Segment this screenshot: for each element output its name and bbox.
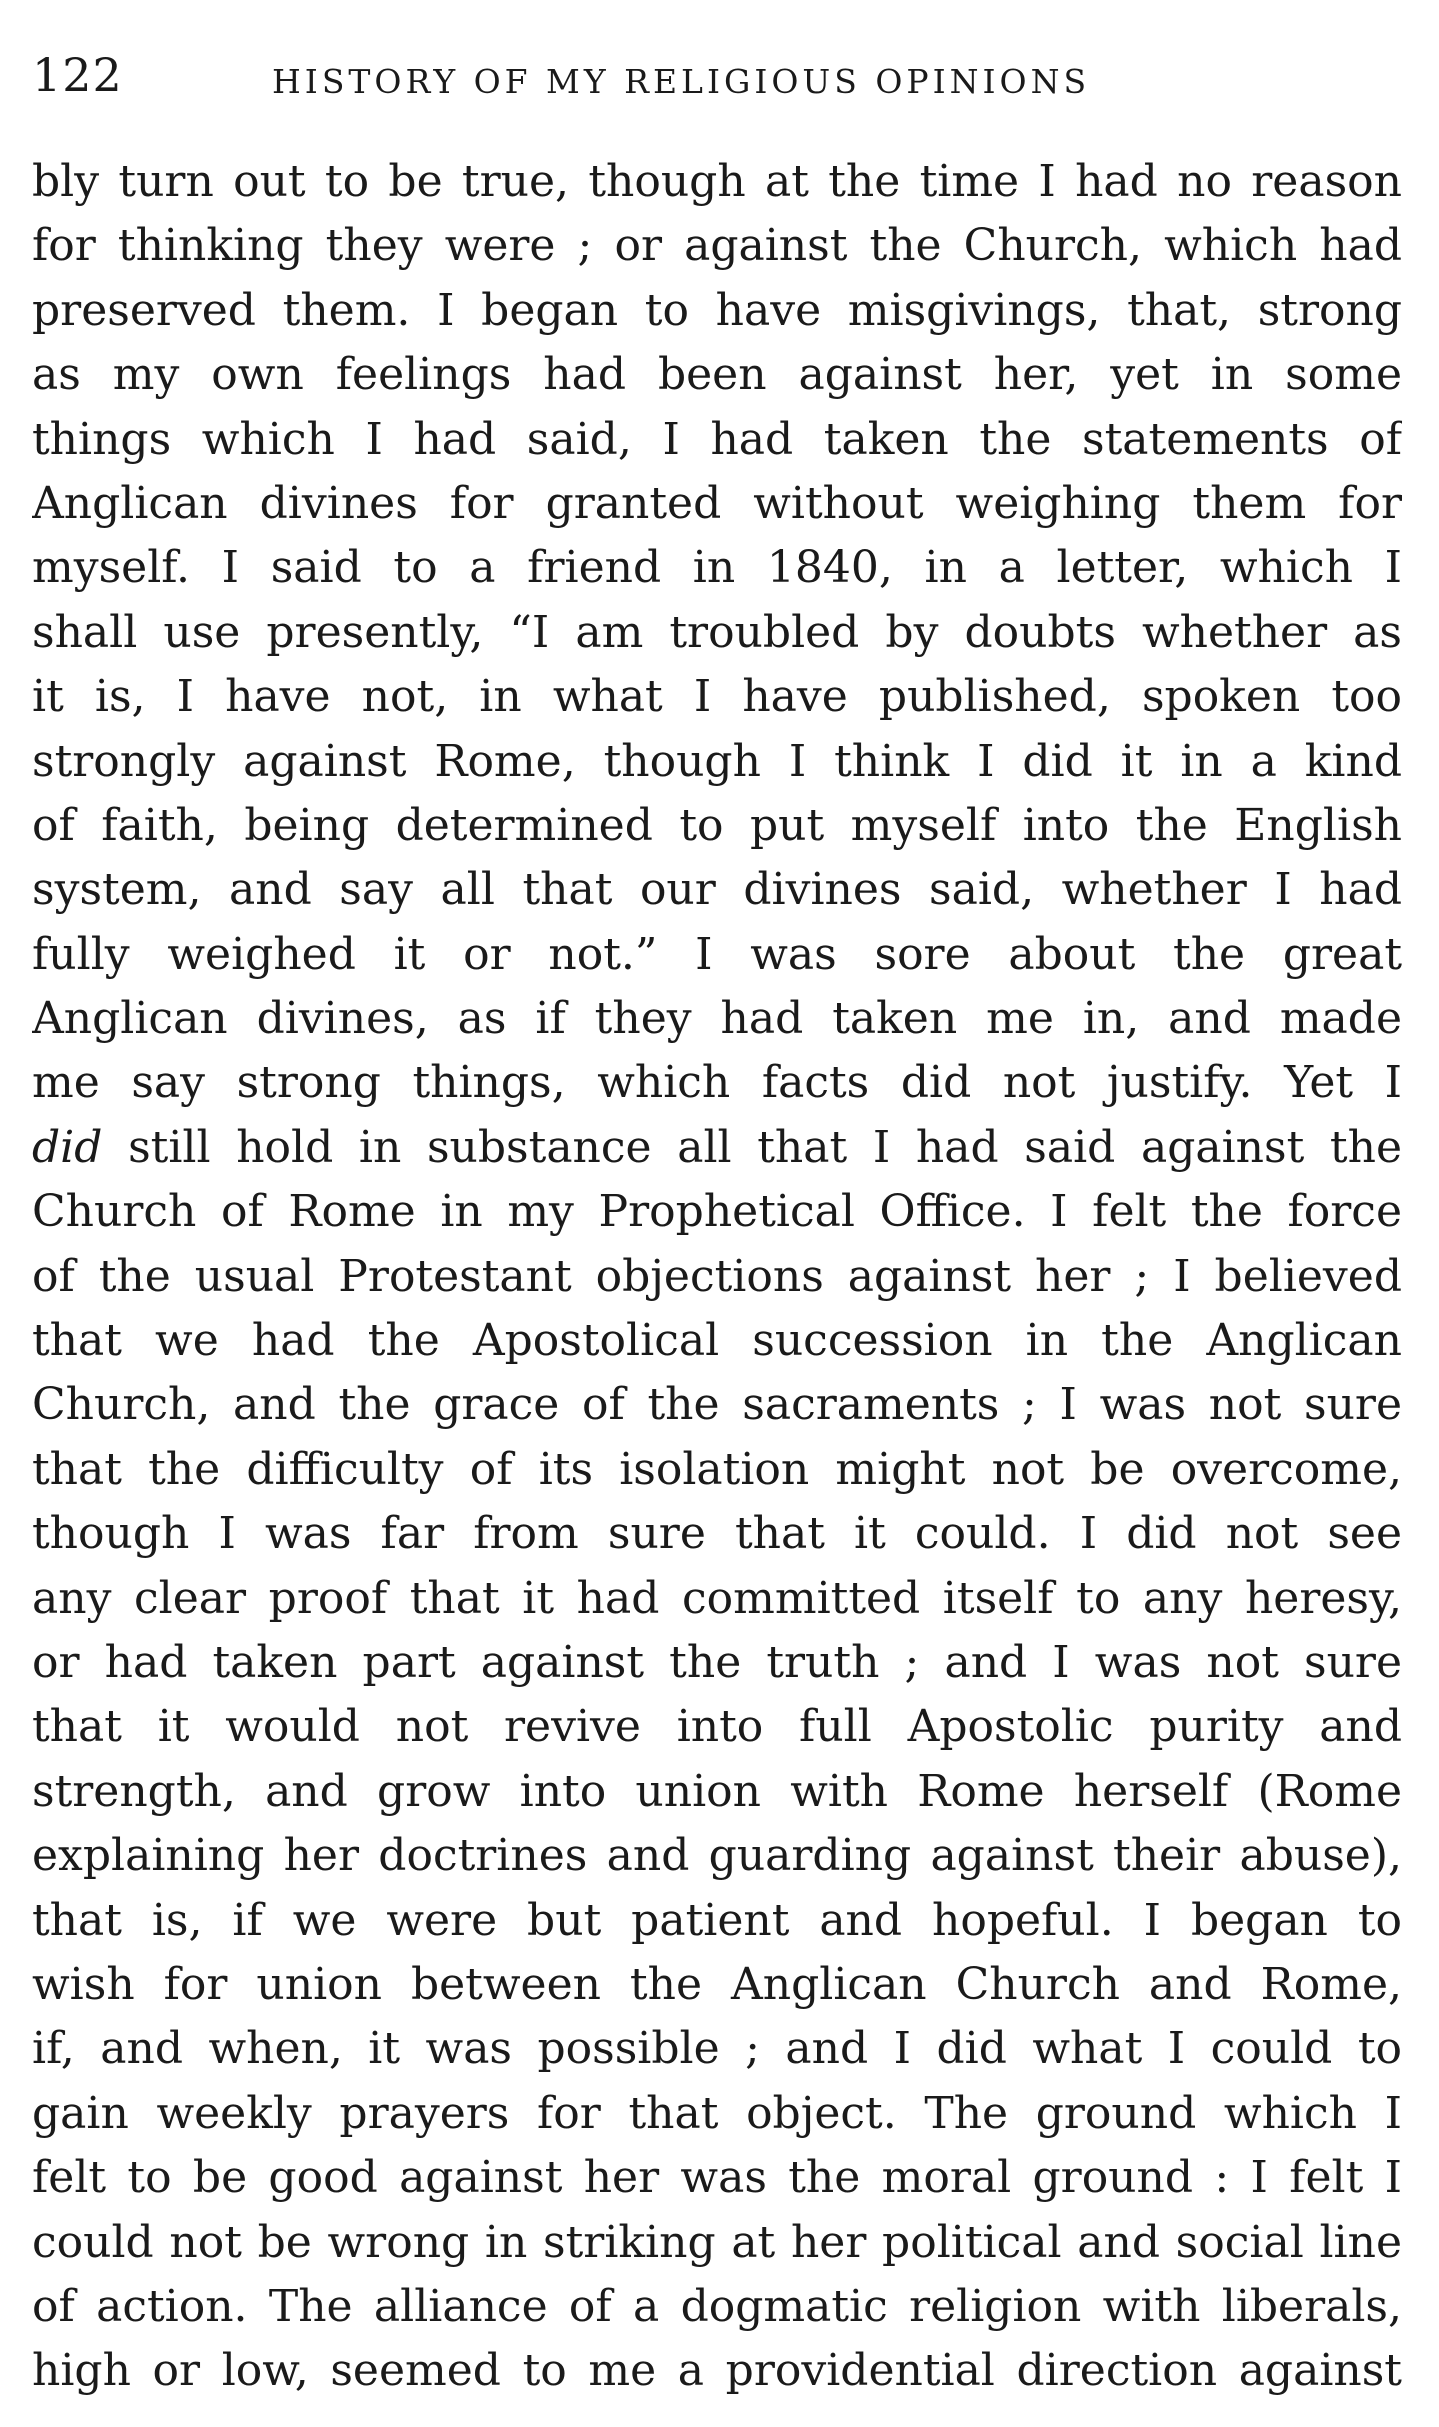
text-line: felt to be good against her was the moral ground : I felt I bbox=[32, 2152, 1402, 2204]
text-line: explaining her doctrines and guarding against their abuse), bbox=[32, 1830, 1402, 1882]
page-header bbox=[32, 40, 1402, 140]
text-line: preserved them. I began to have misgivings, that, strong bbox=[32, 284, 1402, 336]
text-line: any clear proof that it had committed itself to any heresy, bbox=[32, 1572, 1402, 1624]
text-line: of faith, being determined to put myself into the English bbox=[32, 799, 1402, 851]
book-page bbox=[32, 40, 1402, 2397]
text-line: of action. The alliance of a dogmatic religion with liberals, bbox=[32, 2280, 1402, 2332]
text-line: gain weekly prayers for that object. The ground which I bbox=[32, 2087, 1402, 2139]
text-line: it is, I have not, in what I have published, spoken too bbox=[32, 671, 1402, 723]
text-line: Church of Rome in my Prophetical Office. I felt the force bbox=[32, 1186, 1402, 1238]
text-line: of the usual Protestant objections against her ; I believed bbox=[32, 1250, 1402, 1302]
text-line: things which I had said, I had taken the statements of bbox=[32, 413, 1402, 465]
text-line: wish for union between the Anglican Church and Rome, bbox=[32, 1958, 1402, 2010]
text-line: fully weighed it or not.” I was sore about the great bbox=[32, 928, 1402, 980]
text-line: that is, if we were but patient and hopeful. I began to bbox=[32, 1894, 1402, 1946]
text-line: high or low, seemed to me a providential direction against bbox=[32, 2345, 1402, 2397]
text-line: for thinking they were ; or against the Church, which had bbox=[32, 220, 1402, 272]
text-line: though I was far from sure that it could. I did not see bbox=[32, 1508, 1402, 1560]
text-line: Church, and the grace of the sacraments ; I was not sure bbox=[32, 1379, 1402, 1431]
page-number: 122 bbox=[32, 48, 123, 102]
running-head: HISTORY OF MY RELIGIOUS OPINIONS bbox=[272, 62, 1091, 101]
text-line: me say strong things, which facts did not justify. Yet I bbox=[32, 1057, 1402, 1109]
text-line: could not be wrong in striking at her political and social line bbox=[32, 2216, 1402, 2268]
text-line: that we had the Apostolical succession in the Anglican bbox=[32, 1315, 1402, 1367]
text-line: if, and when, it was possible ; and I did what I could to bbox=[32, 2023, 1402, 2075]
text-line: that it would not revive into full Apostolic purity and bbox=[32, 1701, 1402, 1753]
text-line: Anglican divines, as if they had taken me in, and made bbox=[32, 993, 1402, 1045]
text-line: shall use presently, “I am troubled by doubts whether as bbox=[32, 606, 1402, 658]
text-line: strength, and grow into union with Rome herself (Rome bbox=[32, 1765, 1402, 1817]
text-line-rest: still hold in substance all that I had said against the bbox=[128, 1121, 1402, 1173]
text-line: or had taken part against the truth ; and I was not sure bbox=[32, 1636, 1402, 1688]
body-text bbox=[32, 150, 1402, 2404]
italic-word: did bbox=[32, 1121, 103, 1173]
text-line: Anglican divines for granted without weighing them for bbox=[32, 477, 1402, 529]
text-line: bly turn out to be true, though at the time I had no reason bbox=[32, 156, 1402, 207]
text-line-italic-start bbox=[32, 1116, 1402, 1180]
text-line: that the difficulty of its isolation might not be overcome, bbox=[32, 1443, 1402, 1495]
text-line: system, and say all that our divines said, whether I had bbox=[32, 864, 1402, 916]
text-line: myself. I said to a friend in 1840, in a letter, which I bbox=[32, 542, 1402, 594]
text-line: strongly against Rome, though I think I did it in a kind bbox=[32, 735, 1402, 787]
text-line: as my own feelings had been against her, yet in some bbox=[32, 349, 1402, 401]
